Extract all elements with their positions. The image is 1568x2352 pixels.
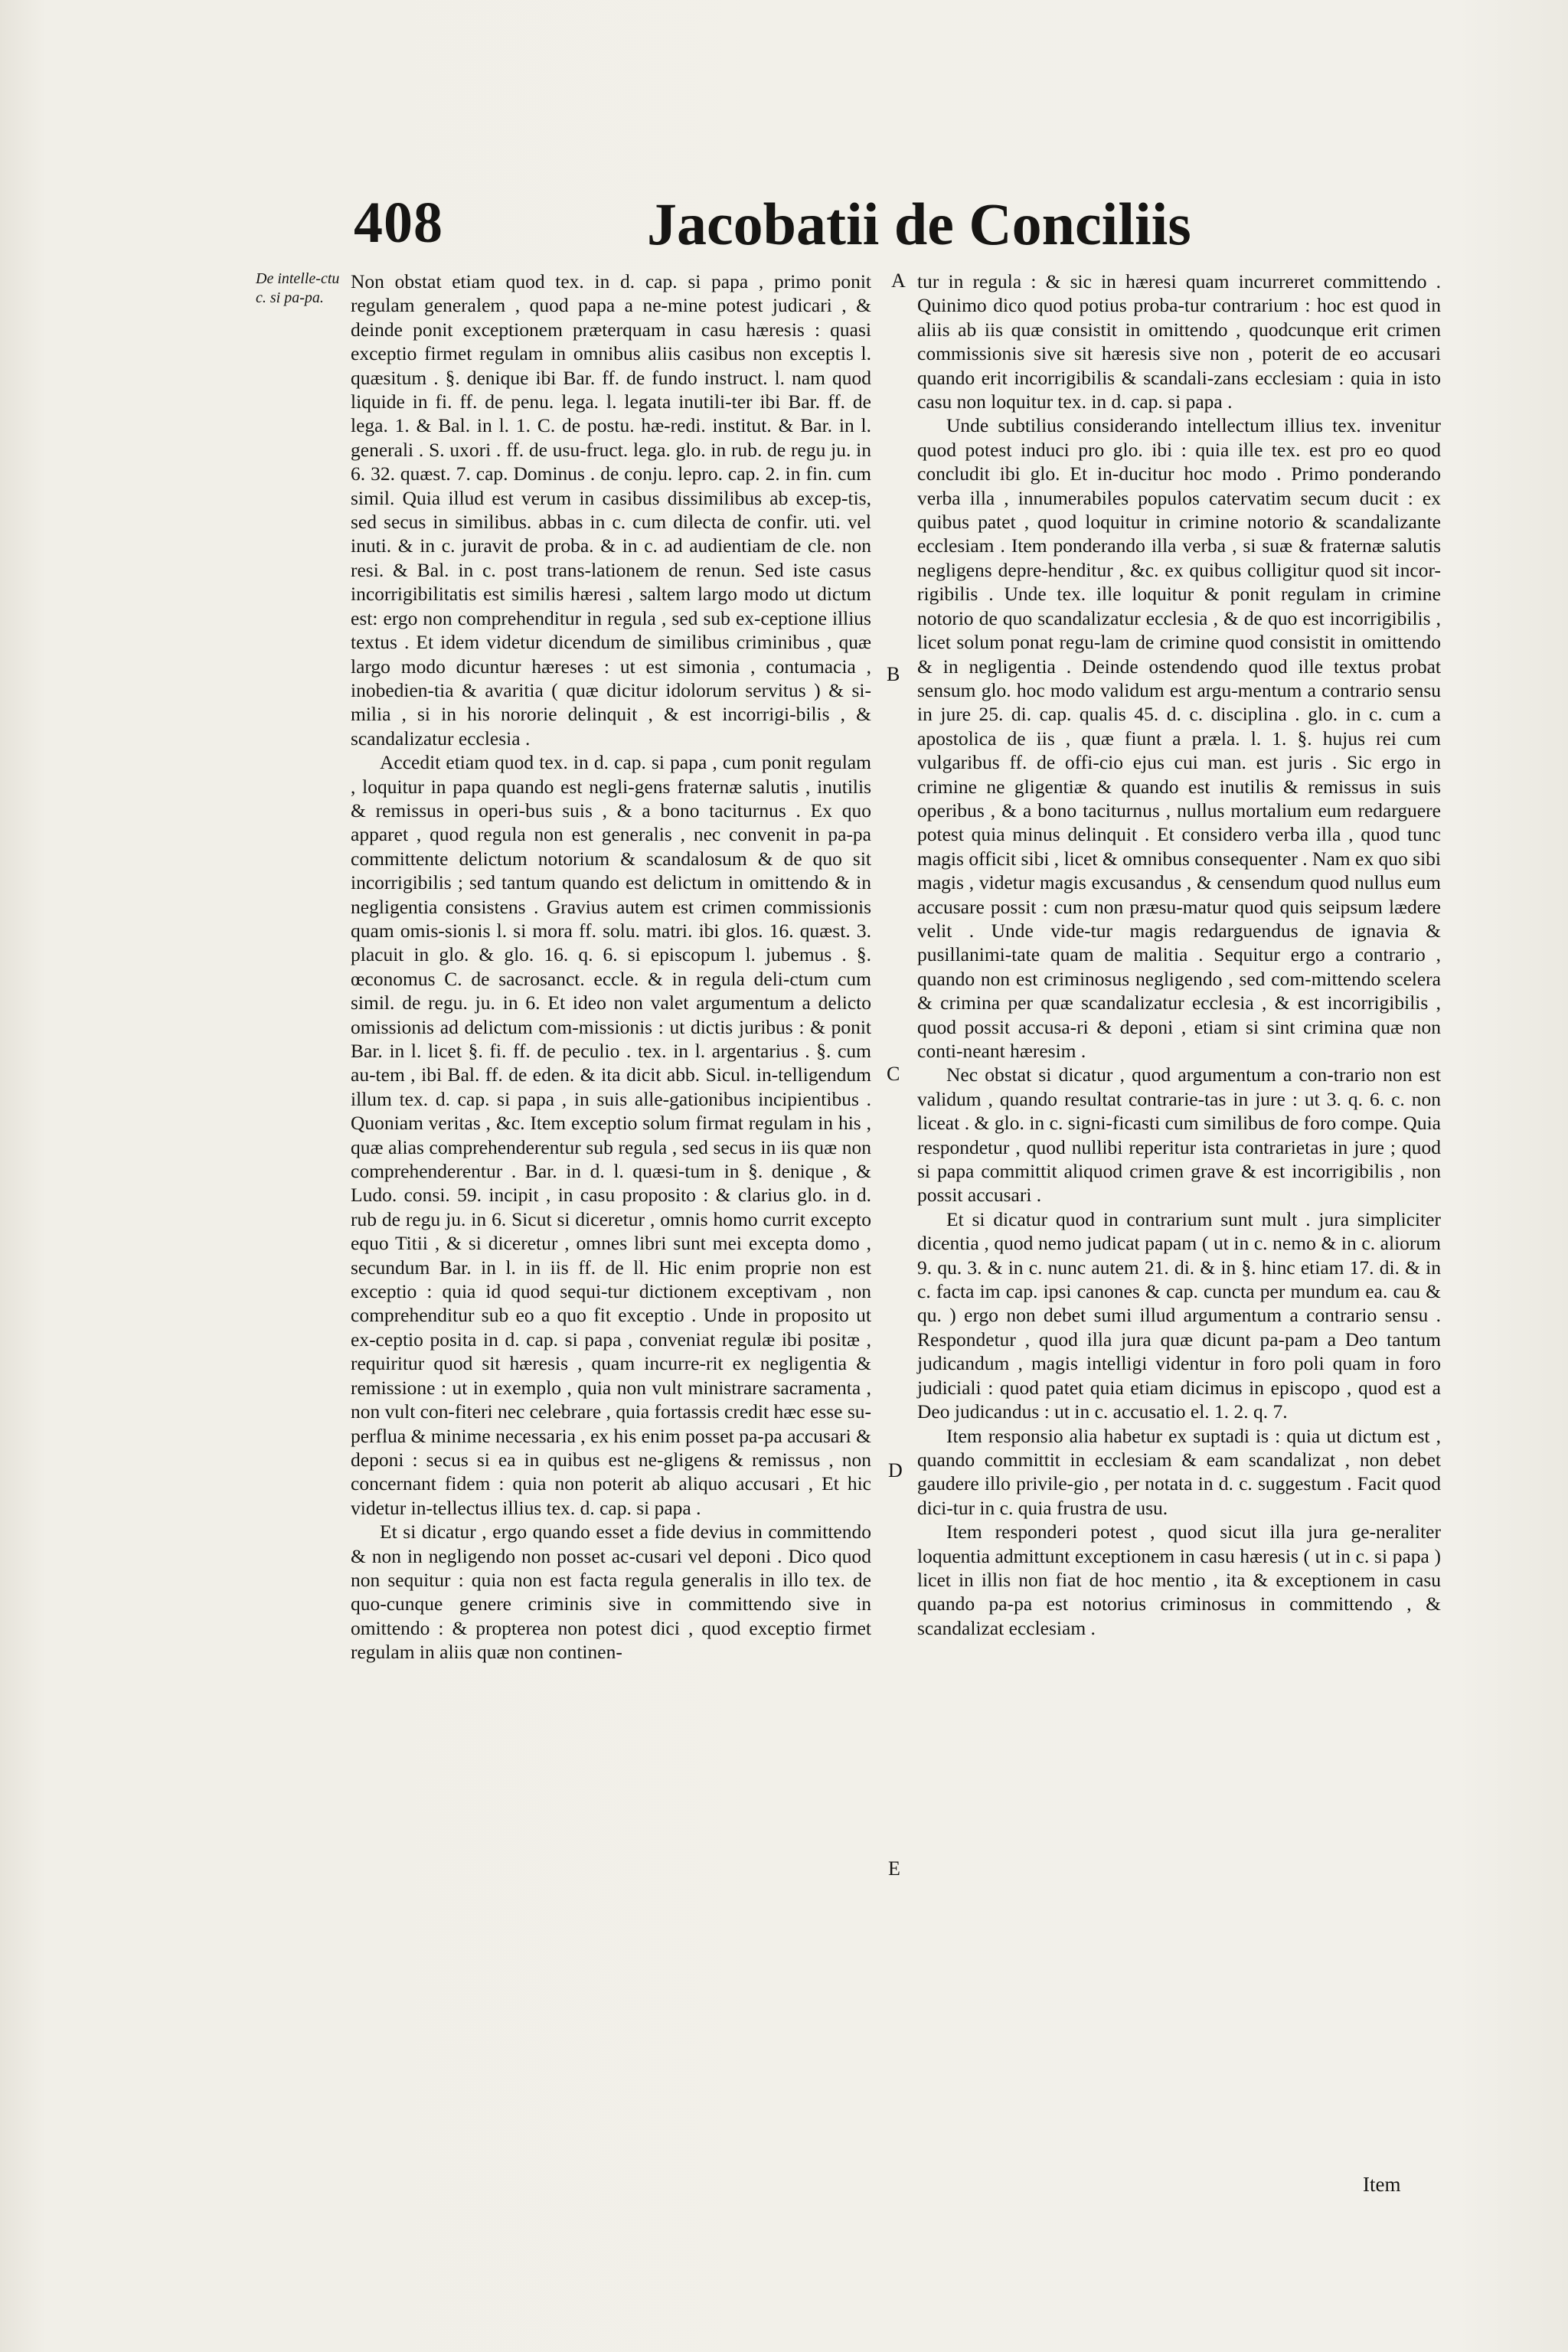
paragraph: Et si dicatur , ergo quando esset a fide devius in committendo & non in negligendo non posset ac-cusari vel deponi . Dico quod non sequitur : quia non est facta regula generalis in illo tex. de quo-cunque genere criminis sive in committendo sive in omittendo : & propterea non potest dici , quod exceptio firmet regulam in aliis quæ non continen- — [351, 1521, 871, 1664]
paragraph: Accedit etiam quod tex. in d. cap. si papa , cum ponit regulam , loquitur in papa quando est negli-gens fraternæ salutis , inutilis & remissus in operi-bus suis , & a bono taciturnus . Ex quo apparet , quod regula non est generalis , nec convenit in pa-pa committente delictum notorium & scandalosum & de quo sit incorrigibilis ; sed tantum quando est delictum in omittendo & in negligentia consistens . Gravius autem est crimen commissionis quam omis-sionis l. si mora ff. solu. matri. ibi glos. 16. quæst. 3. placuit in glo. & glo. 16. q. 6. si episcopum l. jubemus . §. œconomus C. de sacrosanct. eccle. & in regula deli-ctum cum simil. de regu. ju. in 6. Et ideo non valet argumentum a delicto omissionis ad delictum com-missionis : ut dictis juribus : & ponit Bar. in l. licet §. fi. ff. de peculio . tex. in l. argentarius . §. cum au-tem , ibi Bal. ff. de eden. & ita dicit abb. Sicul. in-telligendum illum tex. d. cap. si papa , in suis alle-gationibus incipientibus . Quoniam veritas , &c. Item exceptio solum firmat regulam in his , quæ alias comprehenderentur sub regula , sed secus in iis quæ non comprehenderentur . Bar. in d. l. quæsi-tum in §. denique , & Ludo. consi. 59. incipit , in casu proposito : & clarius glo. in d. rub de regu ju. in 6. Sicut si diceretur , omnis homo currit excepto equo Titii , & si diceretur , omnes libri sunt mei excepta domo , secundum Bar. in l. in iis ff. de ll. Hic enim proprie non est exceptio : quia id quod sequi-tur dictionem exceptivam , non comprehenditur sub eo a quo fit exceptio . Unde in proposito ut ex-ceptio posita in d. cap. si papa , conveniat regulæ ibi positæ , requiritur quod sit hæresis , quam incurre-rit ex negligentia & remissione : ut in exemplo , quia non vult ministrare sacramenta , non vult con-fiteri nec celebrare , quia fortassis credit hæc esse su-perflua & minime necessaria , ex his enim posset pa-pa accusari & deponi : secus si ea in quibus est ne-gligens & remissus , non concernant fidem : quia non poterit ab aliquo accusari , Et hic videtur in-tellectus illius tex. d. cap. si papa . — [351, 751, 871, 1519]
left-column — [351, 270, 871, 1664]
page-header — [0, 190, 1568, 274]
paragraph: Nec obstat si dicatur , quod argumentum a con-trario non est validum , quando resultat contrarie-tas in jure : ut 3. q. 6. c. non liceat . & glo. in c. signi-ficasti cum similibus de foro compe. Quia respondetur , quod nullibi reperitur ista contrarietas in jure ; quod si papa committit aliquod crimen grave & est incorrigibilis , non possit accusari . — [917, 1063, 1441, 1207]
section-letter-c: C — [887, 1063, 900, 1085]
running-title: Jacobatii de Conciliis — [647, 191, 1191, 257]
paragraph: Unde subtilius considerando intellectum illius tex. invenitur quod potest induci pro glo. ibi : quia ille tex. est pro eo quod concludit ibi glo. Et in-ducitur hoc modo . Primo ponderando verba illa , innumerabiles populos catervatim secum ducit : ex quibus patet , quod loquitur in crimine notorio & scandalizante ecclesiam . Item ponderando illa verba , si suæ & fraternæ salutis negligens depre-henditur , &c. ex quibus colligitur quod sit incor-rigibilis . Unde tex. ille loquitur & ponit regulam in crimine notorio de quo scandalizatur ecclesia , & de quo est incorrigibilis , licet solum ponat regu-lam de crimine quod consistit in omittendo & in negligentia . Deinde ostendendo quod ille textus probat sensum glo. hoc modo validum est argu-mentum a contrario sensu in jure 25. di. cap. qualis 45. d. c. disciplina . glo. in c. cum a apostolica de iis , quæ fiunt a præla. l. 1. §. hujus rei cum vulgaribus ff. de offi-cio ejus cui man. est juris . Sic ergo in crimine ne gligentiæ & quando est inutilis & remissus in suis operibus , & a bono taciturnus , nullus mortalium eum redarguere potest quia minus delinquit . Et considero verba illa , quod tunc magis officit sibi , licet & omnibus consequenter . Nam ex quo sibi magis , videtur magis excusandus , & censendum quod nullus eum accusare possit : cum non præsu-matur quod quis seipsum lædere velit . Unde vide-tur magis redarguendus de ignavia & pusillanimi-tate quam de malitia . Sequitur ergo a contrario , quando non est criminosus negligendo , sed com-mittendo scelera & crimina per quæ scandalizatur ecclesia , & est incorrigibilis , quod possit accusa-ri & deponi , etiam si sint crimina quæ non conti-neant hæresim . — [917, 414, 1441, 1062]
paragraph: Item responsio alia habetur ex suptadi is : quia ut dictum est , quando committit in ecclesiam & eam scandalizat , non debet gaudere illo privile-gio , per notata in d. c. suggestum . Facit quod dici-tur in c. quia frustra de usu. — [917, 1424, 1441, 1519]
page-number: 408 — [354, 191, 443, 255]
right-column — [917, 270, 1441, 1640]
section-letter-b: B — [887, 663, 900, 685]
catchword: Item — [1363, 2173, 1401, 2196]
section-letter-a: A — [891, 270, 906, 292]
marginal-note: De intelle-ctu c. si pa-pa. — [256, 270, 340, 306]
section-letter-d: D — [888, 1459, 903, 1481]
paragraph: tur in regula : & sic in hæresi quam incurreret committendo . Quinimo dico quod potius proba-tur contrarium : hoc est quod in aliis ab iis quæ consistit in omittendo , quodcunque erit crimen commissionis sive sit hæresis sive non , poterit de eo accusari quando erit incorrigibilis & scandali-zans ecclesiam : quia in isto casu non loquitur tex. in d. cap. si papa . — [917, 270, 1441, 413]
section-letter-e: E — [888, 1857, 900, 1880]
paragraph: Et si dicatur quod in contrarium sunt mult . jura simpliciter dicentia , quod nemo judicat papam ( ut in c. nemo & in c. aliorum 9. qu. 3. & in c. nunc autem 21. di. & in §. hinc etiam 17. di. & in c. facta im cap. ipsi canones & cap. cuncta per mundum ea. cau & qu. ) ergo non debet sumi illud argumentum a contrario sensu . Respondetur , quod illa jura quæ dicunt pa-pam a Deo tantum judicandum , magis intelligi videntur in foro poli quam in foro judiciali : quod patet quia etiam dicimus in episcopo , quod est a Deo judicandus : ut in c. accusatio el. 1. 2. q. 7. — [917, 1207, 1441, 1423]
paragraph: Non obstat etiam quod tex. in d. cap. si papa , primo ponit regulam generalem , quod papa a ne-mine potest judicari , & deinde ponit exceptionem præterquam in casu hæresis : quasi exceptio firmet regulam in omnibus aliis casibus non exceptis l. quæsitum . §. denique ibi Bar. ff. de fundo instruct. l. nam quod liquide in fi. ff. de penu. lega. l. legata inutili-ter ibi Bar. ff. de lega. 1. & Bal. in l. 1. C. de postu. hæ-redi. institut. & Bar. in l. generali . S. uxori . ff. de usu-fruct. lega. glo. in rub. de regu ju. in 6. 32. quæst. 7. cap. Dominus . de conju. lepro. cap. 2. in fin. cum simil. Quia illud est verum in casibus dissimilibus ab excep-tis, sed secus in similibus. abbas in c. cum dilecta de confir. uti. vel inuti. & in c. juravit de proba. & in c. ad audientiam de cle. non resi. & Bal. in c. post trans-lationem de renun. Sed iste casus incorrigibilitatis est similis hæresi , saltem largo modo ut dictum est: ergo non comprehenditur in regula , sed sub ex-ceptione illius textus . Et idem videtur dicendum de similibus criminibus , quæ largo modo dicuntur hæreses : ut est simonia , contumacia , inobedien-tia & avaritia ( quæ dicitur idolorum servitus ) & si-milia , si in his nororie delinquit , & est incorrigi-bilis , & scandalizatur ecclesia . — [351, 270, 871, 750]
paragraph: Item responderi potest , quod sicut illa jura ge-neraliter loquentia admittunt exceptionem in casu hæresis ( ut in c. si papa ) licet in illis non fiat de hoc mentio , ita & exceptionem in casu quando pa-pa est notorius criminosus in committendo , & scandalizat ecclesiam . — [917, 1521, 1441, 1639]
